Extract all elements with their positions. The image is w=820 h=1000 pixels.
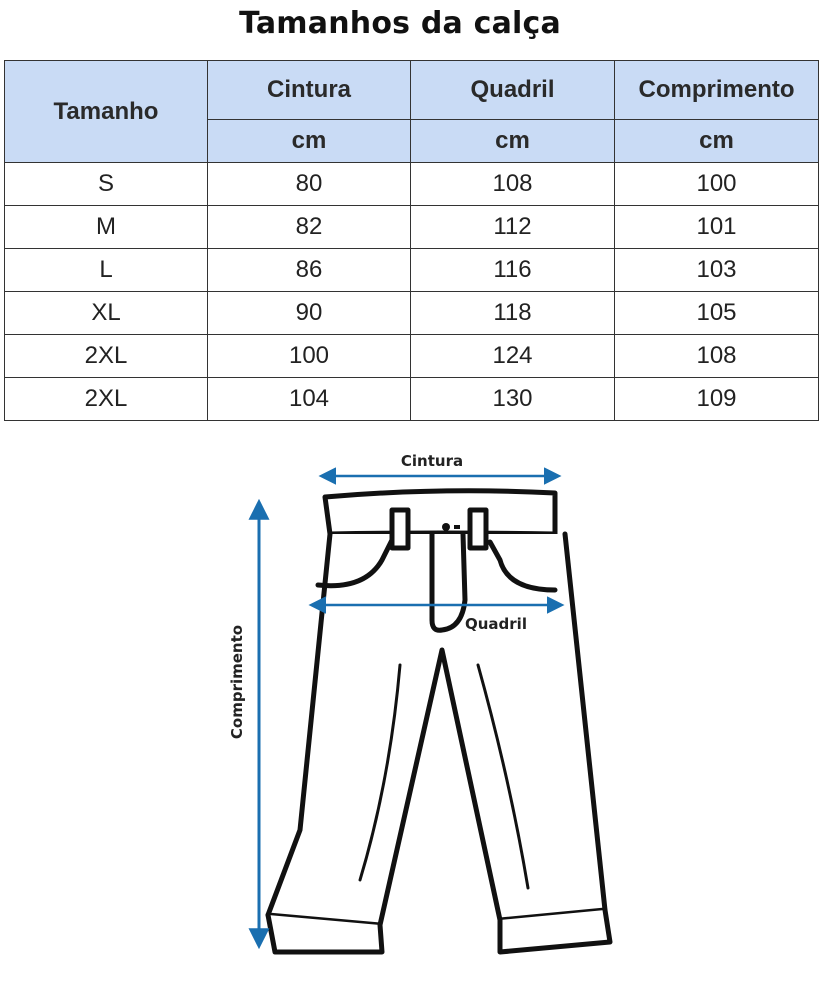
- length-label: Comprimento: [228, 624, 246, 740]
- unit-length: cm: [615, 120, 819, 163]
- length-cell: 108: [615, 335, 819, 378]
- length-cell: 101: [615, 206, 819, 249]
- size-cell: 2XL: [5, 378, 208, 421]
- length-cell: 109: [615, 378, 819, 421]
- size-cell: 2XL: [5, 335, 208, 378]
- hip-cell: 108: [411, 163, 615, 206]
- header-waist: Cintura: [208, 61, 411, 120]
- waist-cell: 100: [208, 335, 411, 378]
- waist-cell: 82: [208, 206, 411, 249]
- waist-cell: 80: [208, 163, 411, 206]
- waist-cell: 86: [208, 249, 411, 292]
- size-cell: XL: [5, 292, 208, 335]
- hip-cell: 118: [411, 292, 615, 335]
- header-hip: Quadril: [411, 61, 615, 120]
- waist-cell: 90: [208, 292, 411, 335]
- pants-icon: [268, 491, 610, 952]
- hip-cell: 112: [411, 206, 615, 249]
- hip-cell: 116: [411, 249, 615, 292]
- hip-cell: 124: [411, 335, 615, 378]
- size-cell: M: [5, 206, 208, 249]
- page-title: Tamanhos da calça: [239, 6, 561, 41]
- waist-cell: 104: [208, 378, 411, 421]
- unit-waist: cm: [208, 120, 411, 163]
- header-length: Comprimento: [615, 61, 819, 120]
- hip-cell: 130: [411, 378, 615, 421]
- header-size: Tamanho: [5, 61, 208, 163]
- hip-label: Quadril: [465, 615, 527, 633]
- size-cell: L: [5, 249, 208, 292]
- unit-hip: cm: [411, 120, 615, 163]
- length-cell: 105: [615, 292, 819, 335]
- size-cell: S: [5, 163, 208, 206]
- length-cell: 100: [615, 163, 819, 206]
- waist-label: Cintura: [400, 452, 464, 470]
- length-cell: 103: [615, 249, 819, 292]
